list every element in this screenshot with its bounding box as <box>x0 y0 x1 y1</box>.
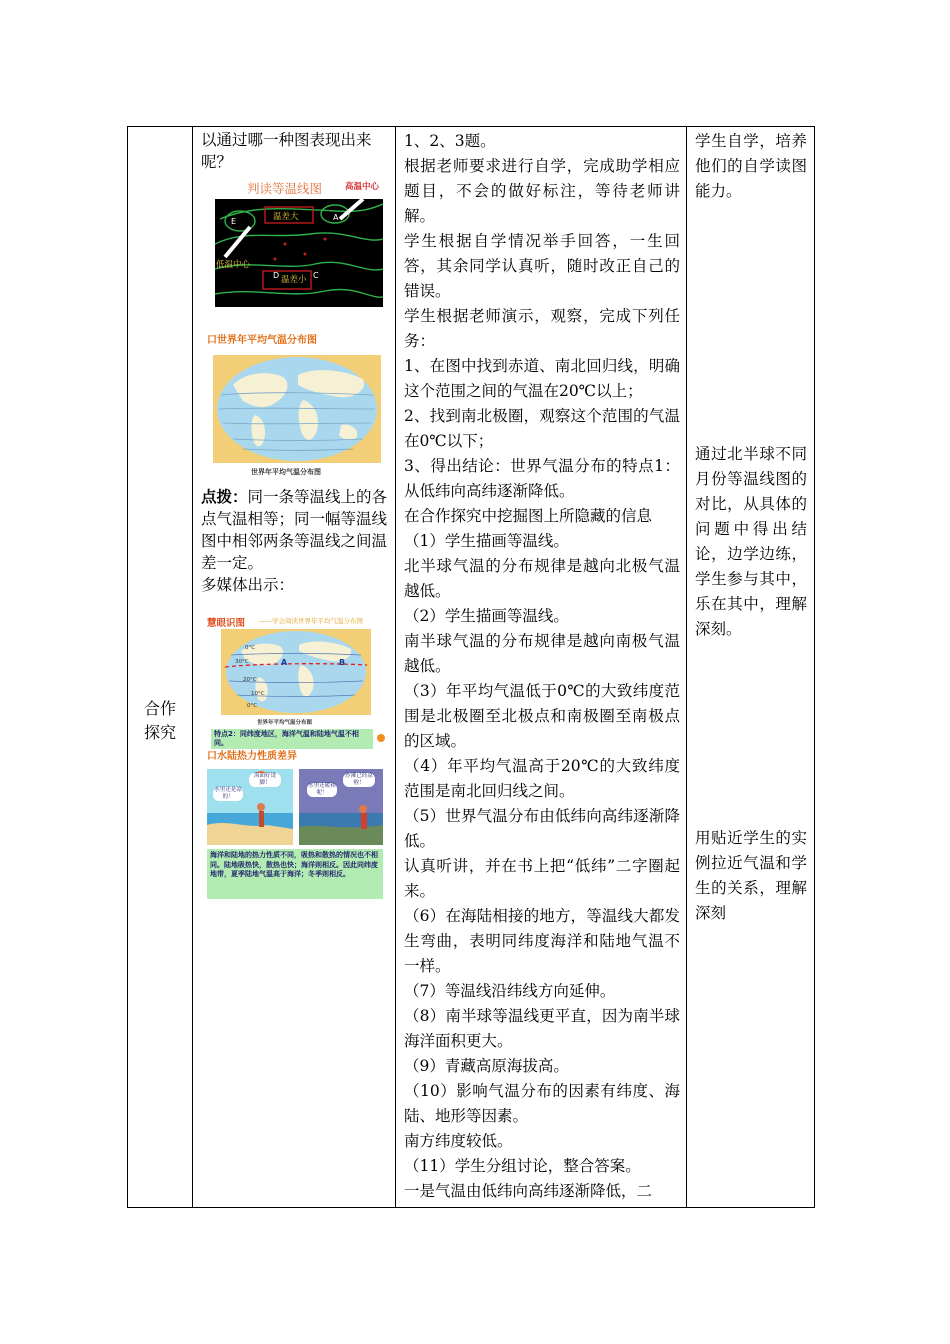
latitude-caption: 世界年平均气温分布图 <box>257 720 313 726</box>
land-sea-note: 海洋和陆地的热力性质不同，吸热和散热的情况也不相同。陆地吸热快，散热也快；海洋则相反。因此同纬度地带，夏季陆地气温高于海洋；冬季则相反。 <box>207 849 383 899</box>
section-column <box>128 127 192 1207</box>
high-center-label: 高温中心 <box>345 182 380 192</box>
section-label-line2: 探究 <box>143 723 176 742</box>
intent-text-2: 通过北半球不同月份等温线图的对比，从具体的问题中得出结论，边学边练，学生参与其中，乐在其中，理解深刻。 <box>695 445 807 638</box>
lesson-plan-table <box>127 126 815 1208</box>
teacher-column <box>193 127 395 1207</box>
low-center-label: 低温中心 <box>216 260 251 270</box>
student-line: （5）世界气温分布由低纬向高纬逐渐降低。 <box>404 807 680 850</box>
teacher-intro: 以通过哪一种图表现出来呢？ <box>201 131 372 171</box>
tip-text: 同一条等温线上的各点气温相等；同一幅等温线图中相邻两条等温线之间温差一定。 <box>201 488 388 572</box>
student-line: （11）学生分组讨论，整合答案。 <box>404 1157 641 1175</box>
student-line: （7）等温线沿纬线方向延伸。 <box>404 982 616 1000</box>
intent-text-3: 用贴近学生的实例拉近气温和学生的关系，理解深刻 <box>695 829 807 922</box>
bubble-sea-warm: 水里还暖和呢！ <box>308 783 336 796</box>
media-line: 多媒体出示： <box>201 576 295 594</box>
land-sea-figure <box>207 745 387 901</box>
student-line: 学生根据自学情况举手回答，一生回答，其余同学认真听，随时改正自己的错误。 <box>404 232 680 300</box>
latitude-map <box>221 629 371 715</box>
intent-text-1: 学生自学，培养他们的自学读图能力。 <box>695 132 807 200</box>
student-line: （3）年平均气温低于0℃的大致纬度范围是北极圈至北极点和南极圈至南极点的区域。 <box>404 682 680 750</box>
isotherm-letter-a: A <box>333 213 339 222</box>
world-temperature-figure <box>207 329 387 481</box>
latitude-label-10c: 10°C <box>251 691 265 697</box>
world-temp-caption: 世界年平均气温分布图 <box>251 468 321 476</box>
student-line: （1）学生描画等温线。 <box>404 532 569 550</box>
section-label-line1: 合作 <box>143 699 176 718</box>
world-temp-heading: 口世界年平均气温分布图 <box>207 335 317 346</box>
student-line: 根据老师要求进行自学，完成助学相应题目，不会的做好标注，等待老师讲解。 <box>404 157 680 225</box>
world-temp-map <box>213 355 381 463</box>
latitude-label-0c: 0°C <box>245 645 256 651</box>
student-line: 南方纬度较低。 <box>404 1132 513 1150</box>
latitude-heading: 慧眼识图 <box>207 618 246 629</box>
student-line: （9）青藏高原海拔高。 <box>404 1057 569 1075</box>
student-line: 北半球气温的分布规律是越向北极气温越低。 <box>404 557 680 600</box>
student-line: 认真听讲，并在书上把“低纬”二字圈起来。 <box>404 857 680 900</box>
intent-column <box>687 127 815 1207</box>
land-sea-heading: 口水陆热力性质差异 <box>207 751 297 762</box>
student-line: （4）年平均气温高于20℃的大致纬度范围是南北回归线之间。 <box>404 757 680 800</box>
student-line: 2、找到南北极圈，观察这个范围的气温在0℃以下； <box>404 407 680 450</box>
bubble-sea-cool: 水里还是凉的！ <box>214 787 242 800</box>
tip-label: 点拨： <box>201 487 248 506</box>
latitude-label-b: B <box>339 658 346 667</box>
small-diff-label: 温差小 <box>281 275 307 285</box>
isotherm-letter-e: E <box>231 217 237 226</box>
student-line: 在合作探究中挖掘图上所隐藏的信息 <box>404 507 653 525</box>
section-label <box>128 697 192 745</box>
tip-block <box>193 484 395 596</box>
bubble-sand-cool: 沙滩已经凉啦！ <box>343 773 375 787</box>
student-line: 1、在图中找到赤道、南北回归线，明确这个范围之间的气温在20℃以上； <box>404 357 680 400</box>
latitude-label-a: A <box>281 658 288 667</box>
isotherm-map <box>215 199 385 309</box>
student-line: （6）在海陆相接的地方，等温线大都发生弯曲，表明同纬度海洋和陆地气温不一样。 <box>404 907 680 975</box>
student-line: （10）影响气温分布的因素有纬度、海陆、地形等因素。 <box>404 1082 680 1125</box>
big-diff-label: 温差大 <box>273 212 299 222</box>
student-line: 1、2、3题。 <box>404 132 496 150</box>
student-column <box>396 127 686 1207</box>
isotherm-letter-c: C <box>313 271 319 280</box>
latitude-figure <box>207 611 387 751</box>
student-line: （8）南半球等温线更平直，因为南半球海洋面积更大。 <box>404 1007 680 1050</box>
latitude-subheading: ——学会阅读世界年平均气温分布图 <box>259 617 363 625</box>
latitude-label-20c: 20°C <box>243 677 257 683</box>
student-line: （2）学生描画等温线。 <box>404 607 569 625</box>
student-line: 3、得出结论：世界气温分布的特点1：从低纬向高纬逐渐降低。 <box>404 457 680 500</box>
isotherm-figure-title: 判读等温线图 <box>247 181 323 196</box>
bubble-sand-hot: 海面好烫脚！ <box>249 773 281 787</box>
latitude-label-30c: 30°C <box>235 659 249 665</box>
student-line: 一是气温由低纬向高纬逐渐降低，二 <box>404 1182 653 1200</box>
latitude-note: 特点2：同纬度地区，海洋气温和陆地气温不相同。 <box>211 729 373 749</box>
latitude-label-0c-south: 0°C <box>247 703 258 709</box>
student-line: 南半球气温的分布规律是越向南极气温越低。 <box>404 632 680 675</box>
isotherm-letter-d: D <box>273 271 280 280</box>
isotherm-figure <box>215 177 385 309</box>
sun-icon <box>377 734 385 742</box>
student-line: 学生根据老师演示，观察，完成下列任务： <box>404 307 680 350</box>
